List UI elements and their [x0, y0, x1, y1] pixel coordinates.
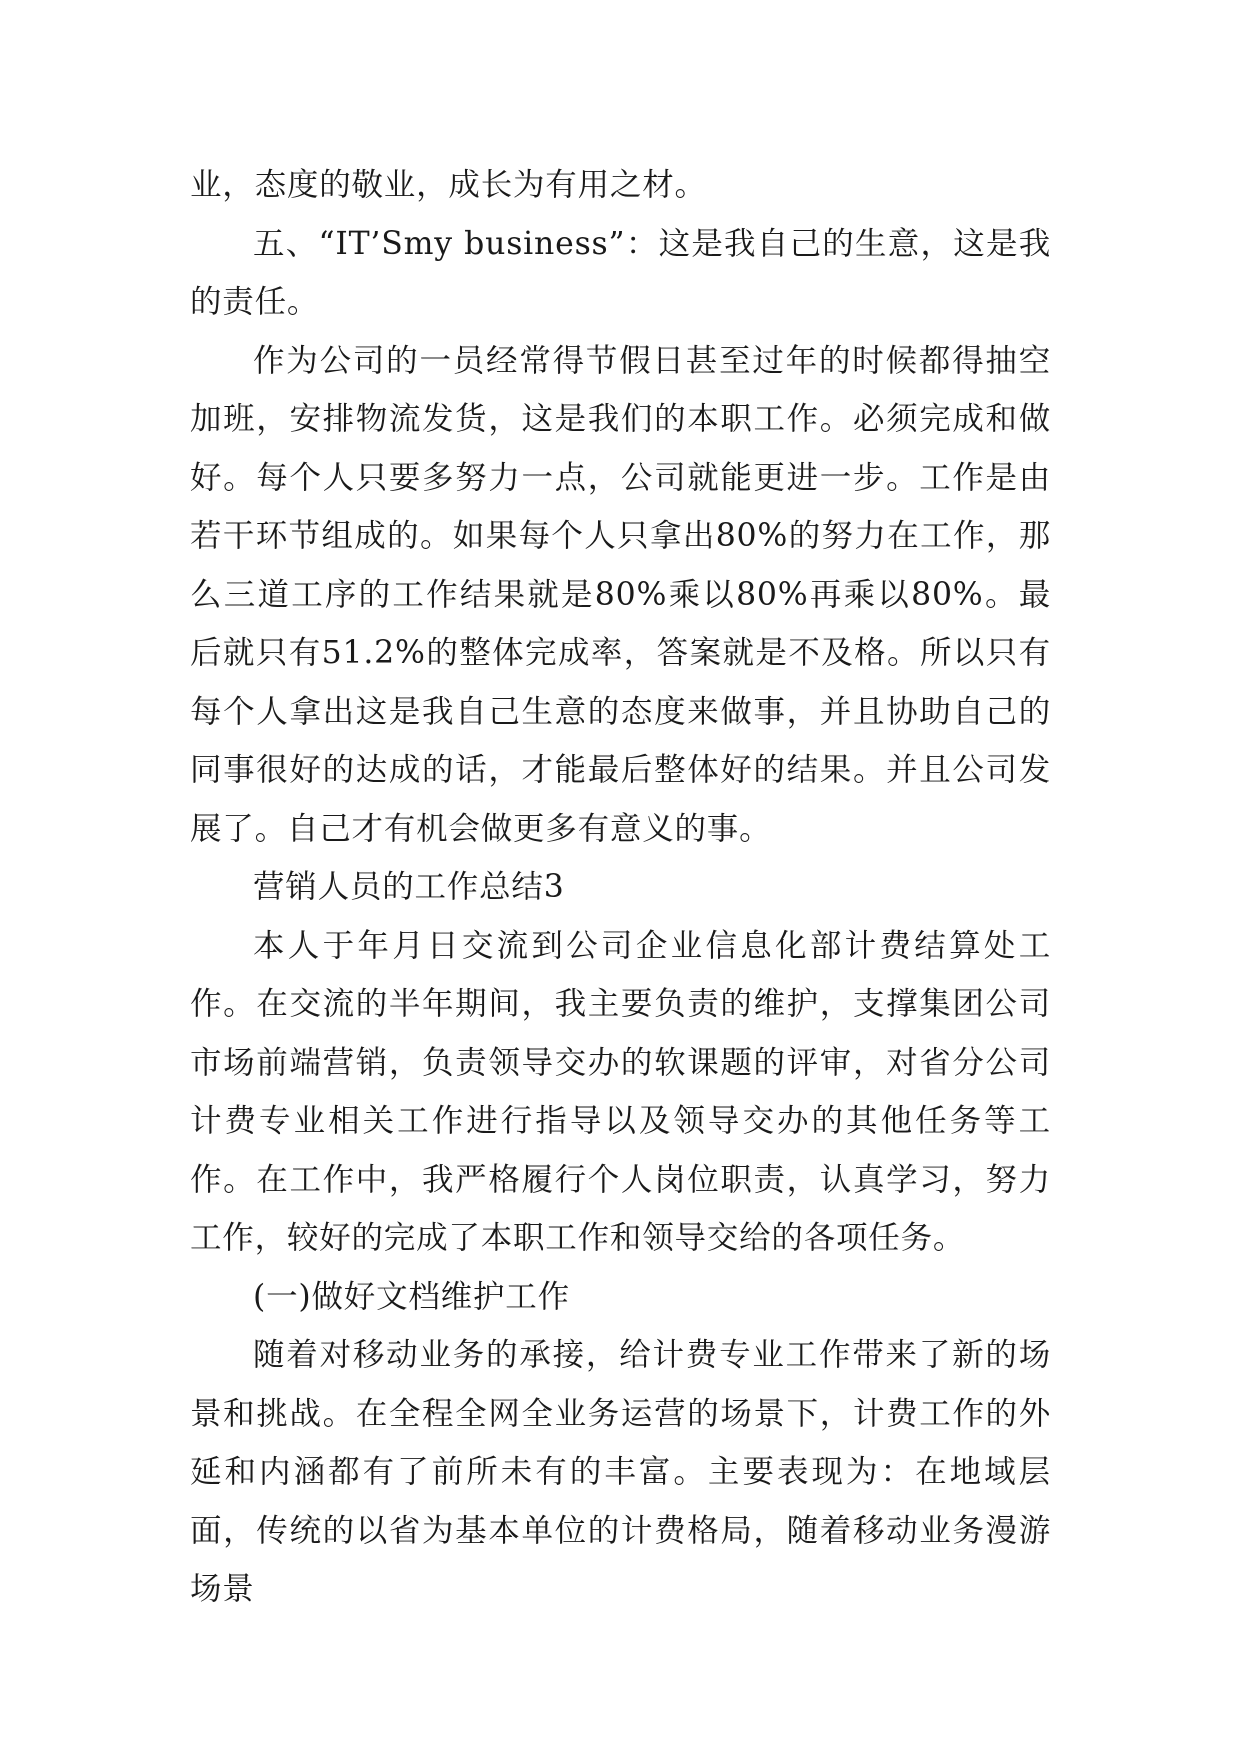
continuation-paragraph: 业，态度的敬业，成长为有用之材。: [190, 167, 707, 203]
body-paragraph: 本人于年月日交流到公司企业信息化部计费结算处工作。在交流的半年期间，我主要负责的维护，支撑集团公司市场前端营销，负责领导交办的软课题的评审，对省分公司计费专业相关工作进行指导以及领导交办的其他任务等工作。在工作中，我严格履行个人岗位职责，认真学习，努力工作，较好的完成了本职工作和领导交给的各项任务。: [190, 927, 1051, 1256]
section-five-paragraph: 五、“IT’Smy business”：这是我自己的生意，这是我的责任。: [190, 225, 1051, 320]
document-body: [190, 156, 1051, 1619]
subsection-heading: (一)做好文档维护工作: [253, 1278, 570, 1315]
section-heading: 营销人员的工作总结3: [253, 869, 565, 905]
body-paragraph: 作为公司的一员经常得节假日甚至过年的时候都得抽空加班，安排物流发货，这是我们的本职工作。必须完成和做好。每个人只要多努力一点，公司就能更进一步。工作是由若干环节组成的。如果每个人只拿出80%的努力在工作，那么三道工序的工作结果就是80%乘以80%再乘以80%。最后就只有51.2%的整体完成率，答案就是不及格。所以只有每个人拿出这是我自己生意的态度来做事，并且协助自己的同事很好的达成的话，才能最后整体好的结果。并且公司发展了。自己才有机会做更多有意义的事。: [190, 342, 1051, 847]
body-paragraph: 随着对移动业务的承接，给计费专业工作带来了新的场景和挑战。在全程全网全业务运营的场景下，计费工作的外延和内涵都有了前所未有的丰富。主要表现为：在地域层面，传统的以省为基本单位的计费格局，随着移动业务漫游场景: [190, 1337, 1051, 1607]
